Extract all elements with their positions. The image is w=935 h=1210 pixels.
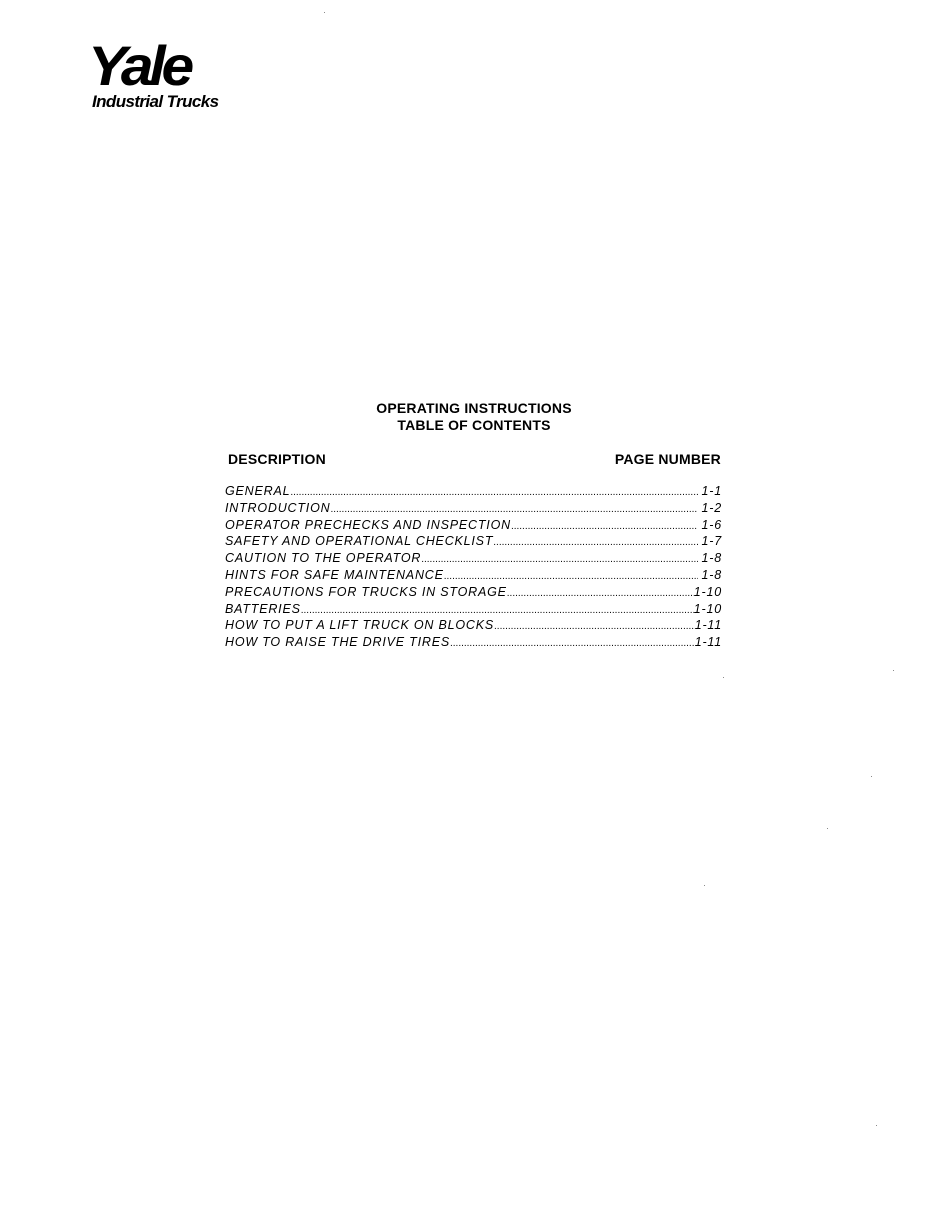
toc-entry (225, 568, 722, 585)
scan-speck (893, 670, 894, 671)
toc-entry (225, 484, 722, 501)
toc-entry-page: 1-6 (701, 517, 722, 532)
logo-brand: Yale (88, 34, 190, 97)
toc-entry-title: BATTERIES (225, 601, 301, 616)
toc-entry (225, 602, 722, 619)
toc-dot-leader (301, 605, 694, 616)
toc-entry (225, 501, 722, 518)
scan-speck (723, 677, 724, 678)
description-column-header: DESCRIPTION (228, 451, 326, 467)
toc-dot-leader (450, 638, 695, 649)
scan-speck (827, 828, 828, 829)
toc-entry (225, 534, 722, 551)
toc-entry-title: HOW TO RAISE THE DRIVE TIRES (225, 635, 450, 650)
document-subtitle: TABLE OF CONTENTS (397, 417, 551, 433)
document-title: OPERATING INSTRUCTIONS (376, 400, 572, 416)
toc-entry-title: PRECAUTIONS FOR TRUCKS IN STORAGE (225, 584, 507, 599)
scan-speck (871, 776, 872, 777)
toc-dot-leader (494, 621, 695, 632)
toc-dot-leader (511, 521, 698, 532)
toc-entry-title: CAUTION TO THE OPERATOR (225, 551, 422, 566)
toc-entry (225, 635, 722, 652)
toc-dot-leader (444, 571, 698, 582)
toc-dot-leader (421, 554, 698, 565)
yale-logo (88, 34, 248, 112)
toc-entry-title: OPERATOR PRECHECKS AND INSPECTION (225, 517, 511, 532)
page-number-column-header: PAGE NUMBER (614, 451, 721, 467)
toc-dot-leader (330, 504, 698, 515)
toc-entry-page: 1-10 (693, 584, 722, 599)
toc-entry (225, 618, 722, 635)
toc-entry-page: 1-8 (701, 551, 722, 566)
scan-speck (876, 1125, 877, 1126)
toc-entry-title: GENERAL (225, 484, 291, 498)
toc-entry-title: HINTS FOR SAFE MAINTENANCE (225, 567, 444, 582)
scan-speck (704, 885, 705, 886)
toc-entry-title: HOW TO PUT A LIFT TRUCK ON BLOCKS (225, 618, 495, 633)
toc-entry-page: 1-1 (701, 484, 722, 498)
toc-entry (225, 585, 722, 602)
logo-tagline: Industrial Trucks (92, 92, 219, 111)
toc-entry-page: 1-8 (701, 567, 722, 582)
toc-entry (225, 551, 722, 568)
toc-entry (225, 518, 722, 535)
toc-entry-page: 1-2 (701, 500, 722, 515)
toc-entry-title: INTRODUCTION (225, 500, 331, 515)
toc-entry-title: SAFETY AND OPERATIONAL CHECKLIST (225, 534, 494, 549)
scan-speck (324, 12, 325, 13)
toc-dot-leader (290, 487, 698, 498)
toc-entry-page: 1-11 (694, 635, 722, 650)
toc-entry-page: 1-10 (693, 601, 722, 616)
table-of-contents (225, 484, 722, 652)
toc-entry-page: 1-11 (694, 618, 722, 633)
toc-dot-leader (507, 588, 694, 599)
toc-dot-leader (493, 537, 698, 548)
toc-entry-page: 1-7 (701, 534, 722, 549)
